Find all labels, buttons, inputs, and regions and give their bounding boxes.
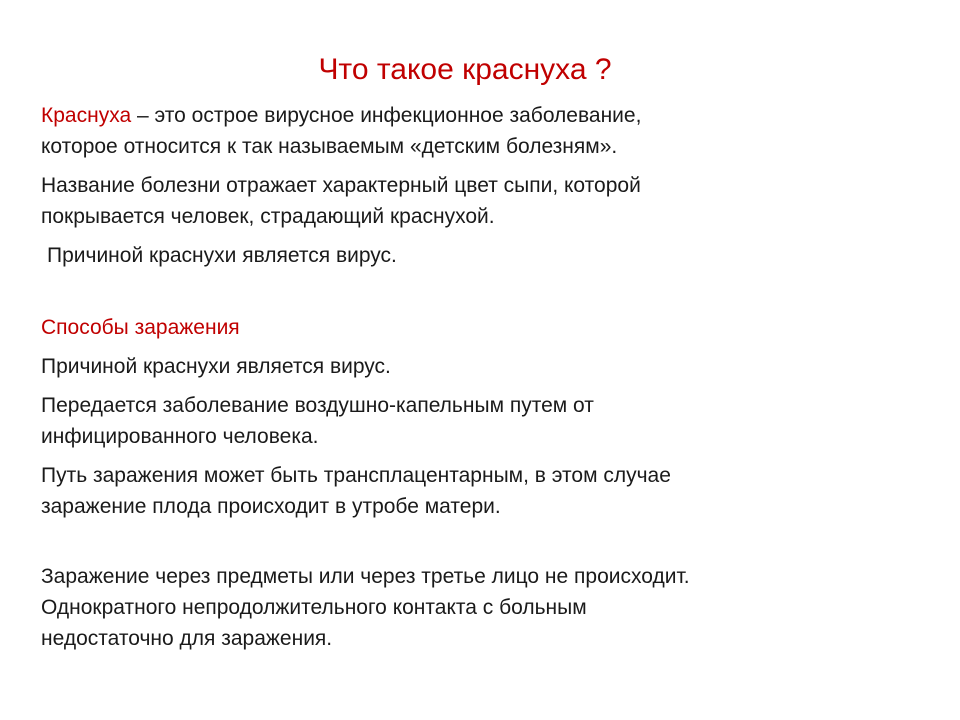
name-origin-line2: покрывается человек, страдающий краснухой. — [41, 205, 495, 228]
infection-cause-text: Причиной краснухи является вирус. — [41, 355, 391, 378]
name-origin-line1: Название болезни отражает характерный цвет сыпи, которой — [41, 174, 641, 197]
transplacental-line2: заражение плода происходит в утробе матери. — [41, 495, 501, 518]
note-line1: Заражение через предметы или через третье лицо не происходит. — [41, 565, 690, 588]
note-line2: Однократного непродолжительного контакта с больным — [41, 596, 587, 619]
transplacental-line1: Путь заражения может быть трансплацентарным, в этом случае — [41, 464, 671, 487]
intro-definition-line1: – это острое вирусное инфекционное заболевание, — [131, 104, 642, 127]
transmission-line2: инфицированного человека. — [41, 425, 319, 448]
cause-text: Причиной краснухи является вирус. — [47, 244, 397, 267]
infection-cause-paragraph — [41, 351, 921, 382]
transmission-line1: Передается заболевание воздушно-капельным путем от — [41, 394, 594, 417]
intro-definition-line2: которое относится к так называемым «детским болезням». — [41, 135, 618, 158]
note-line3: недостаточно для заражения. — [41, 627, 333, 650]
infection-heading: Способы заражения — [41, 316, 240, 339]
note-paragraph — [41, 561, 921, 654]
slide-title: Что такое краснуха ? — [318, 53, 612, 86]
cause-paragraph — [41, 240, 921, 271]
intro-paragraph — [41, 100, 921, 162]
intro-term: Краснуха — [41, 104, 132, 127]
transplacental-paragraph — [41, 460, 921, 522]
slide-body — [41, 100, 921, 654]
transmission-paragraph — [41, 390, 921, 452]
name-origin-paragraph — [41, 170, 921, 232]
